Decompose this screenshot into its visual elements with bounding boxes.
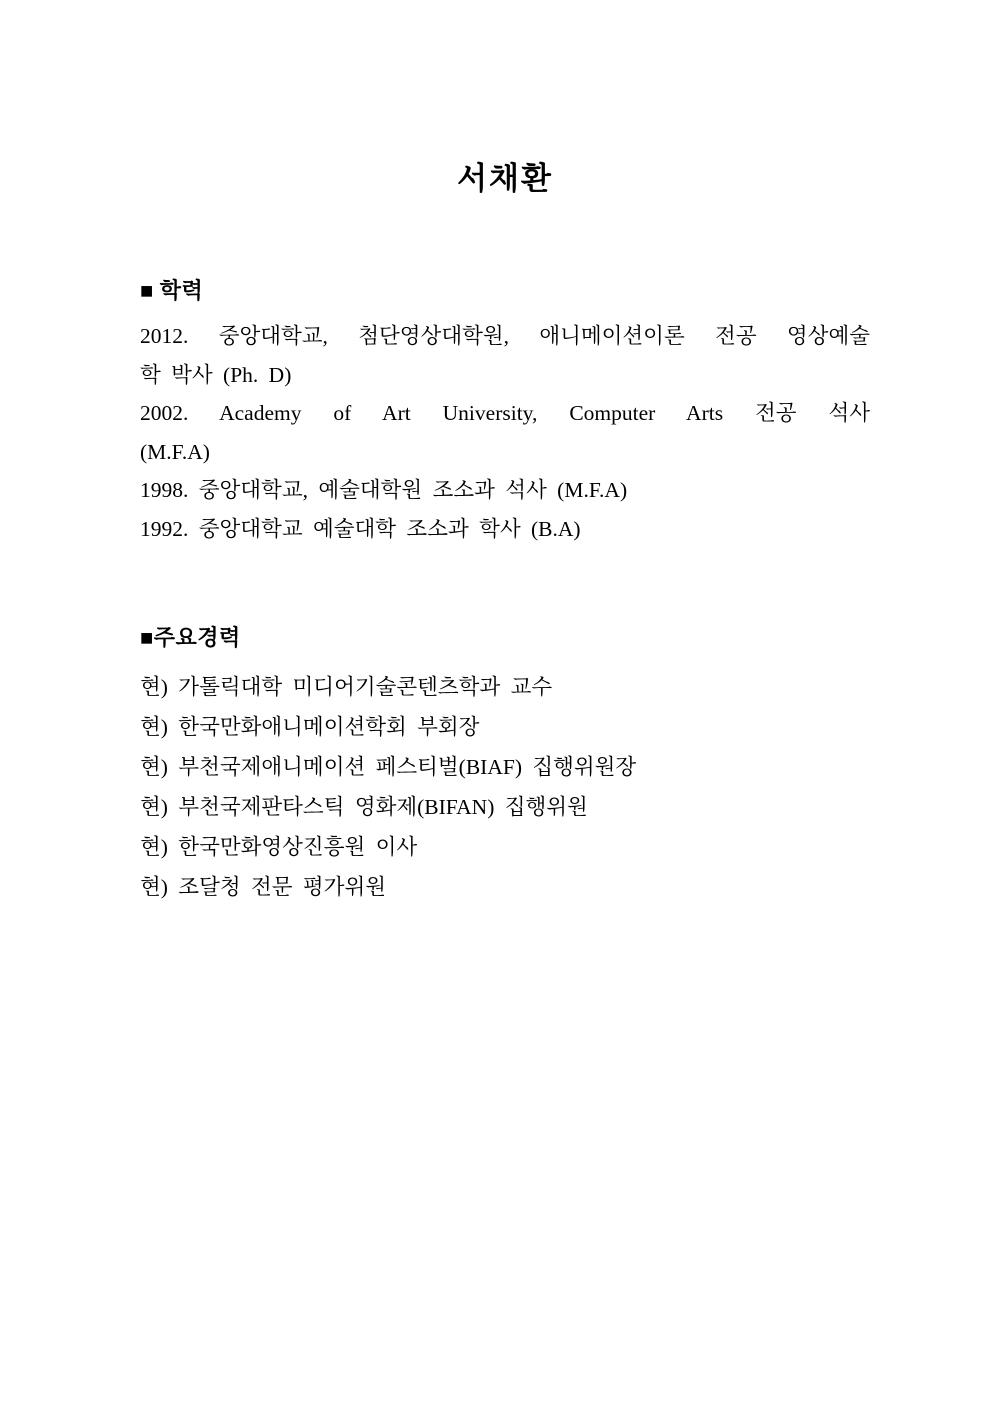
- text-line: 학 박사 (Ph. D): [140, 362, 292, 387]
- career-section-heading: ■주요경력: [140, 625, 241, 651]
- career-lines: [140, 667, 870, 907]
- text-line: 현) 부천국제판타스틱 영화제(BIFAN) 집행위원: [140, 794, 588, 819]
- education-section: [140, 277, 870, 549]
- text-line: 1998. 중앙대학교, 예술대학원 조소과 석사 (M.F.A): [140, 478, 628, 503]
- text-line: 현) 조달청 전문 평가위원: [140, 874, 386, 899]
- education-section-heading: ■ 학력: [140, 277, 204, 303]
- document-content: [140, 0, 870, 907]
- text-line: (M.F.A): [140, 439, 210, 464]
- text-line: 2002. Academy of Art University, Computer Arts 전공 석사: [140, 401, 870, 426]
- text-line: 2012. 중앙대학교, 첨단영상대학원, 애니메이션이론 전공 영상예술: [140, 324, 870, 349]
- text-line: 현) 한국만화애니메이션학회 부회장: [140, 714, 480, 739]
- text-line: 현) 가톨릭대학 미디어기술콘텐츠학과 교수: [140, 674, 553, 699]
- career-section: [140, 624, 870, 907]
- education-lines: [140, 317, 870, 548]
- text-line: 현) 한국만화영상진흥원 이사: [140, 834, 418, 859]
- text-line: 현) 부천국제애니메이션 페스티벌(BIAF) 집행위원장: [140, 754, 637, 779]
- text-line: 1992. 중앙대학교 예술대학 조소과 학사 (B.A): [140, 516, 581, 541]
- page-title: 서채환: [457, 161, 553, 196]
